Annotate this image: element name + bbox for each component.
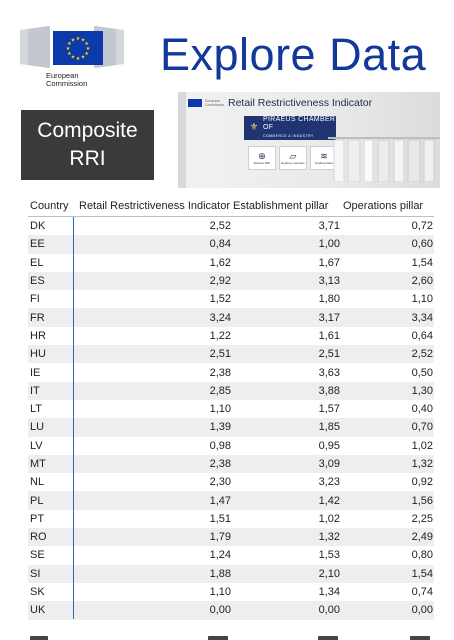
explore-countries-label: Explore countries: [281, 161, 305, 165]
thumbnail-header-title: Retail Restrictiveness Indicator: [228, 97, 373, 109]
cell-operations: 1,30: [411, 384, 433, 397]
cell-operations: 0,40: [411, 403, 433, 416]
cell-country: HU: [30, 348, 46, 361]
table-row[interactable]: [28, 491, 434, 509]
cell-operations: 3,34: [411, 311, 433, 324]
table-row[interactable]: [28, 235, 434, 253]
cell-operations: 1,56: [411, 494, 433, 507]
cell-establishment: 3,17: [318, 311, 340, 324]
cell-country: MT: [30, 458, 46, 470]
eu-star-icon: ★: [70, 37, 76, 44]
explore-rri-label: Explore RRI: [253, 161, 271, 165]
cell-rri: 2,85: [209, 384, 231, 397]
table-row[interactable]: [28, 363, 434, 381]
cell-rri: 1,22: [209, 329, 231, 342]
cutoff-fragment: [410, 636, 430, 640]
cell-rri: 3,24: [209, 311, 231, 324]
rri-tool-thumbnail[interactable]: [178, 92, 440, 188]
cell-establishment: 1,34: [318, 586, 340, 599]
eu-star-icon: ★: [84, 51, 89, 57]
explore-countries-button[interactable]: [279, 146, 307, 170]
cell-rri: 0,00: [209, 604, 231, 617]
cell-establishment: 1,80: [318, 293, 340, 306]
thumbnail-buttons: [248, 146, 338, 170]
cutoff-fragment: [208, 636, 228, 640]
cell-operations: 0,00: [411, 604, 433, 617]
cell-establishment: 3,71: [318, 220, 340, 233]
eu-star-icon: ★: [75, 36, 81, 42]
eu-star-icon: ★: [67, 41, 72, 47]
composite-rri-button[interactable]: [21, 110, 154, 180]
composite-line2: RRI: [69, 147, 106, 170]
table-row[interactable]: [28, 473, 434, 491]
cell-operations: 1,02: [411, 439, 433, 452]
column-header-establishment[interactable]: Establishment pillar: [233, 200, 329, 212]
mini-ec-label: European Commission: [205, 99, 225, 107]
eu-flag-icon: [53, 31, 103, 65]
cell-operations: 0,72: [411, 220, 433, 233]
table-row[interactable]: [28, 400, 434, 418]
european-commission-logo: [20, 26, 124, 92]
column-header-rri[interactable]: Retail Restrictiveness Indicator: [79, 200, 231, 212]
cell-operations: 0,70: [411, 421, 433, 434]
cell-country: UK: [30, 604, 46, 617]
cell-establishment: 1,42: [318, 494, 340, 507]
cell-country: LU: [30, 421, 45, 434]
piraeus-chamber-logo: [244, 116, 336, 140]
cell-operations: 1,32: [411, 458, 433, 470]
cell-country: SK: [30, 586, 45, 599]
cell-country: LV: [30, 439, 43, 452]
table-row[interactable]: [28, 546, 434, 564]
cell-rri: 1,62: [209, 256, 231, 269]
cell-establishment: 1,57: [318, 403, 340, 416]
cell-country: EL: [30, 256, 44, 269]
cut-off-total-row: [28, 631, 434, 640]
table-body: [28, 217, 434, 620]
cell-operations: 1,54: [411, 567, 433, 580]
cell-country: SI: [30, 567, 41, 580]
eu-star-icon: ★: [70, 54, 76, 61]
cell-country: FR: [30, 311, 45, 324]
globe-icon: ⊕: [258, 151, 266, 161]
cell-establishment: 3,13: [318, 275, 340, 288]
table-row[interactable]: [28, 583, 434, 601]
cell-country: EE: [30, 238, 45, 251]
table-row[interactable]: [28, 345, 434, 363]
cell-country: LT: [30, 403, 43, 416]
table-row[interactable]: [28, 418, 434, 436]
cell-rri: 2,38: [209, 458, 231, 470]
cell-operations: 2,52: [411, 348, 433, 361]
thumbnail-header: [188, 96, 372, 110]
cell-country: PT: [30, 512, 45, 525]
cell-rri: 2,30: [209, 476, 231, 489]
cell-establishment: 1,85: [318, 421, 340, 434]
cell-rri: 1,51: [209, 512, 231, 525]
cell-establishment: 1,61: [318, 329, 340, 342]
eu-star-icon: ★: [75, 56, 81, 62]
mini-eu-flag-icon: [188, 99, 202, 107]
database-icon: ≋: [320, 151, 328, 161]
table-row[interactable]: [28, 217, 434, 235]
cell-establishment: 0,00: [318, 604, 340, 617]
cell-rri: 1,10: [209, 586, 231, 599]
cell-rri: 1,39: [209, 421, 231, 434]
cell-country: FI: [30, 293, 40, 306]
column-header-operations[interactable]: Operations pillar: [343, 200, 424, 212]
clothing-rack-image: [328, 132, 440, 182]
cell-rri: 1,79: [209, 531, 231, 544]
document-icon: ▱: [289, 151, 297, 161]
cell-establishment: 0,95: [318, 439, 340, 452]
table-row[interactable]: [28, 254, 434, 272]
table-header: [28, 196, 434, 217]
table-row[interactable]: [28, 327, 434, 345]
cell-establishment: 3,63: [318, 366, 340, 379]
table-row[interactable]: [28, 437, 434, 455]
cell-country: PL: [30, 494, 44, 507]
cell-rri: 1,52: [209, 293, 231, 306]
cell-establishment: 1,53: [318, 549, 340, 562]
cell-establishment: 2,51: [318, 348, 340, 361]
cell-operations: 0,80: [411, 549, 433, 562]
cell-operations: 1,10: [411, 293, 433, 306]
organization-name: [46, 72, 87, 88]
cell-rri: 0,84: [209, 238, 231, 251]
table-row[interactable]: [28, 455, 434, 473]
cell-establishment: 3,23: [318, 476, 340, 489]
cell-operations: 0,74: [411, 586, 433, 599]
cell-establishment: 1,67: [318, 256, 340, 269]
table-row[interactable]: [28, 308, 434, 326]
cutoff-fragment: [318, 636, 338, 640]
table-row[interactable]: [28, 272, 434, 290]
organization-line2: Commission: [46, 79, 88, 88]
rri-data-table: [28, 196, 434, 620]
table-row[interactable]: [28, 528, 434, 546]
cell-operations: 2,60: [411, 275, 433, 288]
column-divider: [73, 217, 74, 619]
table-row[interactable]: [28, 290, 434, 308]
cell-country: RO: [30, 531, 47, 544]
column-header-country[interactable]: Country: [30, 200, 69, 212]
eu-star-icon: ★: [80, 37, 86, 44]
cell-rri: 0,98: [209, 439, 231, 452]
cell-country: HR: [30, 329, 46, 342]
cell-rri: 2,92: [209, 275, 231, 288]
cell-rri: 1,47: [209, 494, 231, 507]
composite-line1: Composite: [37, 119, 138, 142]
cell-establishment: 2,10: [318, 567, 340, 580]
cell-establishment: 1,02: [318, 512, 340, 525]
cell-country: ES: [30, 275, 45, 288]
chamber-sub: COMMERCE & INDUSTRY: [263, 134, 314, 138]
cell-operations: 0,92: [411, 476, 433, 489]
chamber-seal-icon: ⚜: [249, 122, 259, 133]
page-title: Explore Data: [160, 29, 427, 80]
eu-star-icon: ★: [84, 41, 89, 47]
table-row[interactable]: [28, 565, 434, 583]
cell-operations: 0,60: [411, 238, 433, 251]
cell-country: IE: [30, 366, 41, 379]
cell-operations: 1,54: [411, 256, 433, 269]
organization-line1: European: [46, 71, 79, 80]
thumbnail-divider: [178, 92, 186, 188]
cell-rri: 1,88: [209, 567, 231, 580]
eu-star-icon: ★: [65, 46, 71, 52]
cell-operations: 0,50: [411, 366, 433, 379]
cutoff-fragment: [30, 636, 48, 640]
table-row[interactable]: [28, 601, 434, 619]
eu-star-icon: ★: [80, 54, 86, 61]
cell-operations: 0,64: [411, 329, 433, 342]
cell-rri: 2,52: [209, 220, 231, 233]
cell-rri: 1,10: [209, 403, 231, 416]
chamber-name: PIRAEUS CHAMBER OF: [263, 116, 336, 131]
eu-star-icon: ★: [85, 46, 91, 52]
eu-star-icon: ★: [67, 51, 72, 57]
cell-rri: 1,24: [209, 549, 231, 562]
cell-establishment: 3,09: [318, 458, 340, 470]
cell-country: SE: [30, 549, 45, 562]
cell-establishment: 1,00: [318, 238, 340, 251]
cell-establishment: 3,88: [318, 384, 340, 397]
cell-rri: 2,51: [209, 348, 231, 361]
explore-data-label: Explore Data: [315, 161, 333, 165]
cell-establishment: 1,32: [318, 531, 340, 544]
cell-country: IT: [30, 384, 40, 397]
cell-country: DK: [30, 220, 46, 233]
cell-operations: 2,25: [411, 512, 433, 525]
cell-operations: 2,49: [411, 531, 433, 544]
table-row[interactable]: [28, 510, 434, 528]
table-row[interactable]: [28, 382, 434, 400]
cell-rri: 2,38: [209, 366, 231, 379]
explore-rri-button[interactable]: [248, 146, 276, 170]
cell-country: NL: [30, 476, 45, 489]
